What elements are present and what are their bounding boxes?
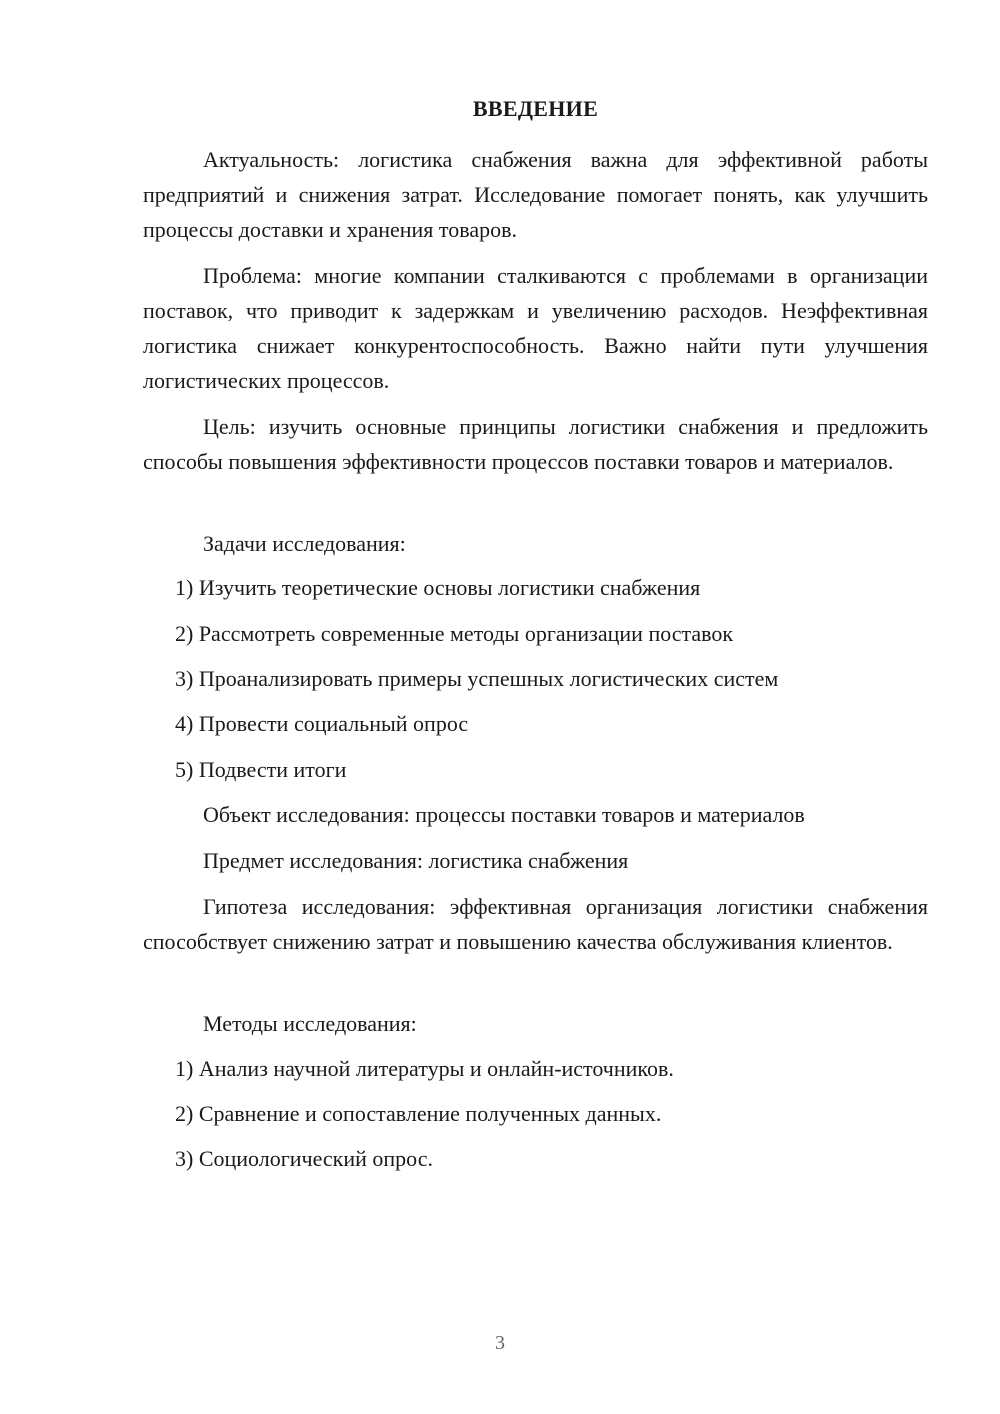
relevance-paragraph: Актуальность: логистика снабжения важна для эффективной работы предприятий и снижения затрат. Исследование помогает понять, как улучшить процессы доставки и хранения товаров. bbox=[143, 147, 928, 242]
task-item: 4) Провести социальный опрос bbox=[175, 711, 469, 736]
page-number: 3 bbox=[495, 1332, 505, 1354]
task-item: 1) Изучить теоретические основы логистики снабжения bbox=[175, 575, 701, 600]
task-item: 2) Рассмотреть современные методы организации поставок bbox=[175, 621, 734, 646]
method-item: 2) Сравнение и сопоставление полученных данных. bbox=[175, 1101, 662, 1126]
tasks-label: Задачи исследования: bbox=[203, 531, 406, 556]
object-paragraph: Объект исследования: процессы поставки товаров и материалов bbox=[203, 802, 805, 827]
task-item: 3) Проанализировать примеры успешных логистических систем bbox=[175, 666, 779, 691]
goal-paragraph: Цель: изучить основные принципы логистики снабжения и предложить способы повышения эффективности процессов поставки товаров и материалов. bbox=[143, 414, 928, 474]
method-item: 3) Социологический опрос. bbox=[175, 1146, 433, 1171]
task-item: 5) Подвести итоги bbox=[175, 757, 347, 782]
problem-paragraph: Проблема: многие компании сталкиваются с проблемами в организации поставок, что приводит к задержкам и увеличению расходов. Неэффективная логистика снижает конкурентоспособность. Важно найти пути улучшения логистических процессов. bbox=[143, 263, 928, 393]
page-title: ВВЕДЕНИЕ bbox=[472, 96, 599, 121]
method-item: 1) Анализ научной литературы и онлайн-источников. bbox=[175, 1056, 674, 1081]
hypothesis-paragraph: Гипотеза исследования: эффективная организация логистики снабжения способствует снижению затрат и повышению качества обслуживания клиентов. bbox=[143, 894, 928, 954]
page-body bbox=[143, 0, 928, 1414]
subject-paragraph: Предмет исследования: логистика снабжения bbox=[203, 848, 629, 873]
methods-label: Методы исследования: bbox=[203, 1011, 417, 1036]
